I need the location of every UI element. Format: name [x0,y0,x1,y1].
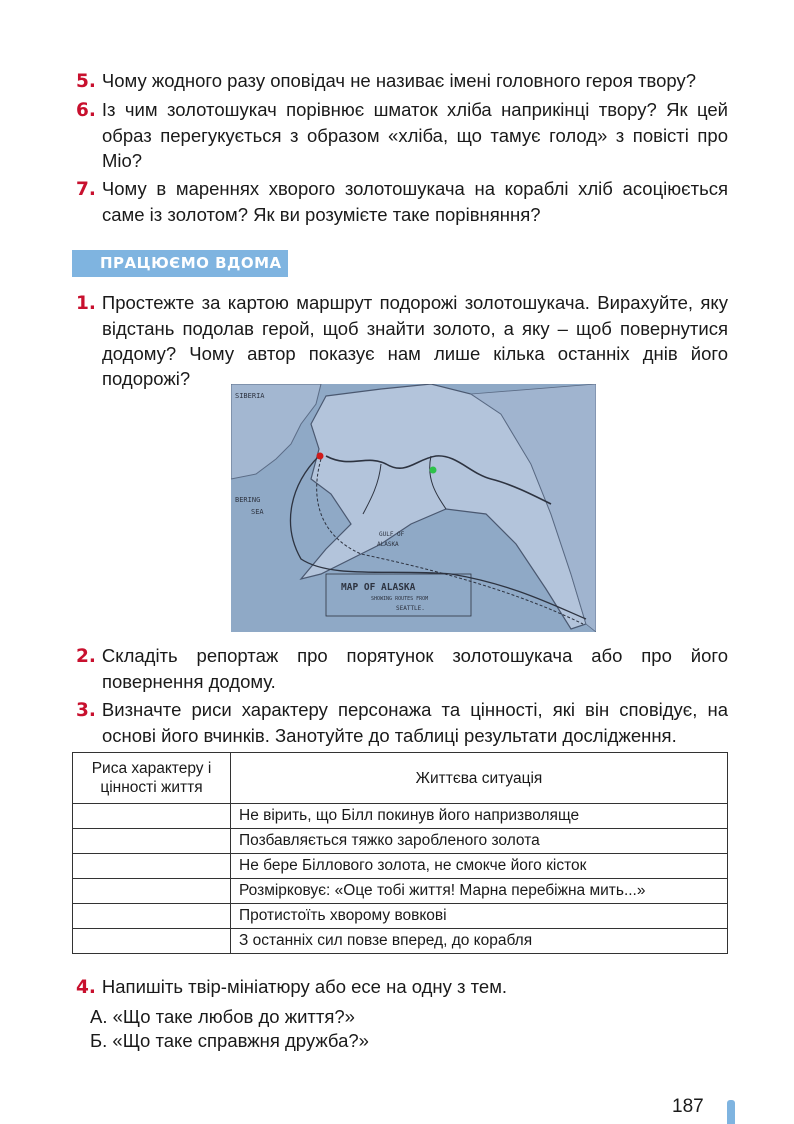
header-situation: Життєва ситуація [231,753,728,804]
question-number: 7. [76,179,96,200]
situation-cell: Не вірить, що Білл покинув його напризволяще [231,804,728,829]
home-task-1 [76,290,728,391]
trait-cell[interactable] [73,929,231,954]
task-number: 1. [76,293,96,314]
home-task-2 [76,643,728,694]
question-7 [76,176,728,227]
situation-cell: Розмірковує: «Оце тобі життя! Марна перебіжна мить...» [231,879,728,904]
task-number: 2. [76,646,96,667]
topic-a: А. «Що таке любов до життя?» [90,1006,355,1027]
label-bering: BERING [235,496,261,504]
question-6 [76,97,728,173]
home-task-3 [76,697,728,748]
start-marker [317,453,324,460]
situation-cell: Позбавляється тяжко заробленого золота [231,829,728,854]
table-row [73,829,728,854]
task-number: 3. [76,700,96,721]
task-number: 4. [76,977,96,998]
trait-cell[interactable] [73,804,231,829]
question-text: Чому в мареннях хворого золотошукача на кораблі хліб асоціюється саме із золотом? Як ви розумієте таке порівняння? [101,178,728,225]
label-sea: SEA [251,508,264,516]
situation-cell: З останніх сил повзе вперед, до корабля [231,929,728,954]
map-graphic [231,384,596,632]
section-banner: ПРАЦЮЄМО ВДОМА [72,250,288,277]
page-marker-bar [727,1100,735,1124]
trait-cell[interactable] [73,879,231,904]
trait-cell[interactable] [73,854,231,879]
table-row [73,804,728,829]
situation-cell: Не бере Біллового золота, не смокче його кісток [231,854,728,879]
header-trait: Риса характеру і цінності життя [73,753,231,804]
label-gulf-2: ALASKA [377,541,399,548]
table-row [73,879,728,904]
question-text: Чому жодного разу оповідач не називає імені головного героя твору? [101,70,697,91]
task-text: Простежте за картою маршрут подорожі золотошукача. Вирахуйте, яку відстань подолав герой, щоб знайти золото, а яку – щоб повернутися додому? Чому автор показує нам лише кілька останніх днів його подорожі? [101,292,728,389]
traits-table [72,752,728,954]
task-text: Визначте риси характеру персонажа та цінності, які він сповідує, на основі його вчинків. Занотуйте до таблиці результати дослідження. [101,699,728,746]
page-number: 187 [672,1096,704,1117]
table-header-row [73,753,728,804]
topic-b: Б. «Що таке справжня дружба?» [90,1030,369,1051]
situation-cell: Протистоїть хворому вовкові [231,904,728,929]
question-number: 5. [76,71,96,92]
task-text: Напишіть твір-мініатюру або есе на одну з тем. [101,976,508,997]
label-siberia: SIBERIA [235,392,265,400]
home-task-4 [76,974,728,1000]
question-number: 6. [76,100,96,121]
table-row [73,929,728,954]
question-5 [76,68,728,94]
label-gulf-1: GULF OF [379,531,405,538]
trait-cell[interactable] [73,829,231,854]
end-marker [430,467,437,474]
table-row [73,904,728,929]
trait-cell[interactable] [73,904,231,929]
question-text: Із чим золотошукач порівнює шматок хліба наприкінці твору? Як цей образ перегукується з образом «хліба, що тамує голод» з повісті про Міо? [101,99,728,171]
task-text: Складіть репортаж про порятунок золотошукача або про його повернення додому. [101,645,728,692]
alaska-map [231,384,596,632]
map-subtitle-2: SEATTLE. [396,605,425,612]
table-row [73,854,728,879]
map-title: MAP OF ALASKA [341,582,416,593]
map-subtitle-1: SHOWING ROUTES FROM [371,596,429,602]
